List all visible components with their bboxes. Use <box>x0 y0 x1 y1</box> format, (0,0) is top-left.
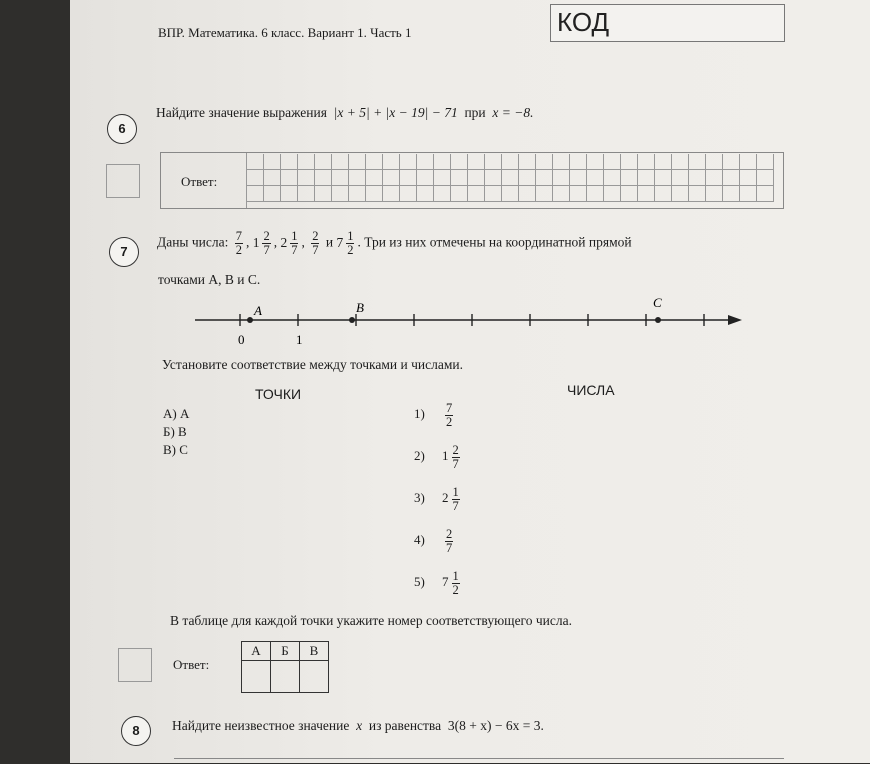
answer-grid-cell <box>655 170 672 186</box>
answer-grid-cell <box>264 186 281 202</box>
mixed-number <box>336 229 357 257</box>
whole-part: 7 <box>442 574 449 590</box>
fraction <box>452 570 460 597</box>
point-item: Б) B <box>163 424 187 439</box>
mixed-number <box>252 229 274 257</box>
answer-grid-cell <box>468 186 485 202</box>
answer-grid-cell <box>723 170 740 186</box>
answer-grid-cell <box>706 186 723 202</box>
answer-grid-cell <box>587 170 604 186</box>
answer-grid-cell <box>349 170 366 186</box>
answer-grid-cell <box>349 154 366 170</box>
q6-answer-grid[interactable] <box>247 154 774 202</box>
numerator: 1 <box>347 229 354 243</box>
table-header-B: Б <box>271 642 300 661</box>
q7-instruction: Установите соответствие между точками и числами. <box>162 357 463 372</box>
answer-grid-cell <box>383 154 400 170</box>
separator: , <box>273 234 281 250</box>
axis-zero: 0 <box>238 332 245 347</box>
answer-grid-cell <box>655 186 672 202</box>
numerator: 2 <box>446 527 453 541</box>
numerator: 1 <box>452 569 459 583</box>
denominator: 7 <box>291 243 298 257</box>
separator: , <box>301 234 309 250</box>
q7-line2: точками A, B и C. <box>158 272 261 287</box>
denominator: 7 <box>263 243 270 257</box>
q6-answer-area <box>160 152 784 209</box>
option-label: 3) <box>414 490 432 506</box>
question-7-text <box>157 230 787 257</box>
answer-grid-cell <box>553 170 570 186</box>
answer-grid-cell <box>417 186 434 202</box>
answer-grid-cell <box>281 186 298 202</box>
answer-grid-cell <box>400 170 417 186</box>
q7-lead: Даны числа: <box>157 234 229 250</box>
answer-grid-cell <box>502 154 519 170</box>
answer-grid-cell <box>757 154 774 170</box>
q7-table-instruction: В таблице для каждой точки укажите номер соответствующего числа. <box>170 613 572 628</box>
answer-grid-cell <box>723 154 740 170</box>
answer-cell-B[interactable] <box>271 661 300 693</box>
answer-grid-cell <box>706 170 723 186</box>
answer-grid-cell <box>332 154 349 170</box>
answer-grid-cell <box>638 154 655 170</box>
fraction <box>452 444 460 471</box>
code-label: КОД <box>557 7 610 37</box>
point-item: В) C <box>163 442 188 457</box>
point-C-label: C <box>653 295 662 310</box>
answer-grid-cell <box>570 170 587 186</box>
code-box[interactable] <box>550 4 785 42</box>
worksheet-page <box>70 0 870 763</box>
fraction <box>290 230 298 257</box>
answer-grid-cell <box>621 170 638 186</box>
answer-grid-cell <box>383 170 400 186</box>
answer-grid-cell <box>570 186 587 202</box>
denominator: 2 <box>347 243 354 257</box>
number-option <box>414 486 463 513</box>
q6-answer-label: Ответ: <box>181 174 218 189</box>
answer-grid-cell <box>349 186 366 202</box>
answer-grid-cell <box>604 154 621 170</box>
denominator: 2 <box>235 243 242 257</box>
answer-grid-cell <box>502 186 519 202</box>
answer-grid-cell <box>587 154 604 170</box>
numerator: 7 <box>235 229 242 243</box>
answer-grid-cell <box>485 154 502 170</box>
answer-grid-cell <box>604 170 621 186</box>
q7-score-box <box>118 648 152 682</box>
answer-grid-cell <box>740 186 757 202</box>
answer-grid-cell <box>621 154 638 170</box>
answer-grid-cell <box>570 154 587 170</box>
answer-grid-cell <box>519 186 536 202</box>
answer-grid-cell <box>400 154 417 170</box>
point-item: А) A <box>163 406 190 421</box>
fraction <box>311 230 319 257</box>
answer-grid-cell <box>689 170 706 186</box>
points-list <box>163 405 189 459</box>
answer-grid-cell <box>672 186 689 202</box>
answer-grid-cell <box>519 170 536 186</box>
fraction <box>445 402 453 429</box>
separator: , <box>245 234 253 250</box>
q7-answer-table <box>241 641 329 693</box>
q6-condition: x = −8. <box>492 105 534 120</box>
denominator: 7 <box>452 499 459 513</box>
answer-grid-cell <box>536 170 553 186</box>
option-label: 2) <box>414 448 432 464</box>
answer-grid-cell <box>468 154 485 170</box>
answer-grid-cell <box>247 154 264 170</box>
answer-grid-cell <box>740 154 757 170</box>
answer-grid-cell <box>672 170 689 186</box>
question-8-text <box>172 718 544 734</box>
numbers-heading: ЧИСЛА <box>567 382 615 398</box>
answer-grid-cell <box>247 186 264 202</box>
answer-grid-cell <box>417 154 434 170</box>
axis-arrow <box>728 315 742 325</box>
number-option <box>414 570 463 597</box>
answer-grid-cell <box>315 154 332 170</box>
points-heading: ТОЧКИ <box>255 386 302 402</box>
answer-grid-cell <box>264 170 281 186</box>
answer-grid-cell <box>740 170 757 186</box>
point-A-label: A <box>254 303 262 318</box>
answer-grid-cell <box>417 170 434 186</box>
point-C-dot <box>655 317 661 323</box>
q8-prompt-2: из равенства <box>368 718 442 733</box>
q8-var: x <box>356 718 363 733</box>
numerator: 2 <box>263 229 270 243</box>
answer-grid-cell <box>434 170 451 186</box>
q7-answer-label: Ответ: <box>173 657 210 672</box>
q6-score-box <box>106 164 140 198</box>
option-label: 4) <box>414 532 432 548</box>
answer-grid-cell <box>553 186 570 202</box>
question-6-number: 6 <box>107 114 137 144</box>
mixed-number <box>232 229 246 257</box>
point-B-label: B <box>356 300 364 315</box>
separator: и <box>322 234 337 250</box>
answer-grid-cell <box>485 170 502 186</box>
answer-grid-cell <box>434 186 451 202</box>
answer-grid-cell <box>536 186 553 202</box>
separator: . <box>357 234 365 250</box>
answer-grid-cell <box>485 186 502 202</box>
answer-grid-cell <box>638 170 655 186</box>
answer-grid-cell <box>536 154 553 170</box>
answer-grid-cell <box>400 186 417 202</box>
number-option <box>414 444 463 471</box>
numerator: 1 <box>452 485 459 499</box>
mixed-number <box>308 229 322 257</box>
answer-grid-cell <box>502 170 519 186</box>
answer-grid-cell <box>638 186 655 202</box>
q7-tail: Три из них отмечены на координатной прямой <box>364 234 632 250</box>
answer-grid-cell <box>298 170 315 186</box>
numerator: 1 <box>291 229 298 243</box>
answer-grid-cell <box>451 170 468 186</box>
denominator: 7 <box>312 243 319 257</box>
answer-grid-cell <box>366 186 383 202</box>
table-header-A: А <box>242 642 271 661</box>
fraction <box>452 486 460 513</box>
mixed-number <box>442 569 463 597</box>
answer-grid-cell <box>519 154 536 170</box>
q8-answer-area-top <box>174 758 784 764</box>
question-8-number: 8 <box>121 716 151 746</box>
answer-grid-cell <box>672 154 689 170</box>
question-7-number: 7 <box>109 237 139 267</box>
mixed-number <box>442 401 456 429</box>
whole-part: 1 <box>252 234 260 250</box>
question-6-text <box>156 105 534 121</box>
q6-expression: |x + 5| + |x − 19| − 71 <box>333 105 458 120</box>
q7-number-list <box>232 229 365 257</box>
fraction <box>235 230 243 257</box>
answer-grid-cell <box>298 186 315 202</box>
answer-grid-cell <box>723 186 740 202</box>
answer-grid-cell <box>655 154 672 170</box>
answer-grid-cell <box>757 170 774 186</box>
whole-part: 2 <box>280 234 288 250</box>
denominator: 2 <box>446 415 453 429</box>
answer-grid-cell <box>689 154 706 170</box>
coordinate-line <box>190 290 750 350</box>
fraction <box>262 230 270 257</box>
number-option <box>414 402 456 429</box>
answer-grid-cell <box>332 170 349 186</box>
answer-cell-V[interactable] <box>300 661 329 693</box>
number-option <box>414 528 456 555</box>
mixed-number <box>280 229 301 257</box>
answer-grid-cell <box>383 186 400 202</box>
whole-part: 7 <box>336 234 344 250</box>
denominator: 7 <box>446 541 453 555</box>
answer-grid-cell <box>468 170 485 186</box>
answer-grid-cell <box>298 154 315 170</box>
page-header: ВПР. Математика. 6 класс. Вариант 1. Часть 1 <box>158 25 412 40</box>
table-header-V: В <box>300 642 329 661</box>
q6-at: при <box>464 105 486 120</box>
answer-grid-cell <box>451 186 468 202</box>
point-B-dot <box>349 317 355 323</box>
answer-grid-cell <box>434 154 451 170</box>
answer-grid-cell <box>281 170 298 186</box>
answer-grid-cell <box>621 186 638 202</box>
answer-grid-cell <box>757 186 774 202</box>
answer-grid-cell <box>689 186 706 202</box>
answer-grid-cell <box>366 170 383 186</box>
answer-grid-cell <box>587 186 604 202</box>
numerator: 2 <box>452 443 459 457</box>
answer-grid-cell <box>553 154 570 170</box>
fraction <box>445 528 453 555</box>
answer-grid-cell <box>315 170 332 186</box>
answer-grid-cell <box>706 154 723 170</box>
numerator: 7 <box>446 401 453 415</box>
numerator: 2 <box>312 229 319 243</box>
q6-prompt: Найдите значение выражения <box>156 105 327 120</box>
mixed-number <box>442 485 463 513</box>
whole-part: 2 <box>442 490 449 506</box>
answer-cell-A[interactable] <box>242 661 271 693</box>
denominator: 2 <box>452 583 459 597</box>
point-A-dot <box>247 317 253 323</box>
fraction <box>346 230 354 257</box>
denominator: 7 <box>452 457 459 471</box>
whole-part: 1 <box>442 448 449 464</box>
q8-prompt: Найдите неизвестное значение <box>172 718 350 733</box>
answer-grid-cell <box>281 154 298 170</box>
q8-expression: 3(8 + x) − 6x = 3. <box>447 718 544 733</box>
mixed-number <box>442 527 456 555</box>
answer-grid-cell <box>315 186 332 202</box>
axis-one: 1 <box>296 332 303 347</box>
answer-grid-cell <box>332 186 349 202</box>
answer-grid-cell <box>604 186 621 202</box>
answer-grid-cell <box>451 154 468 170</box>
option-label: 5) <box>414 574 432 590</box>
answer-grid-cell <box>264 154 281 170</box>
mixed-number <box>442 443 463 471</box>
answer-grid-cell <box>247 170 264 186</box>
answer-grid-cell <box>366 154 383 170</box>
option-label: 1) <box>414 406 432 422</box>
